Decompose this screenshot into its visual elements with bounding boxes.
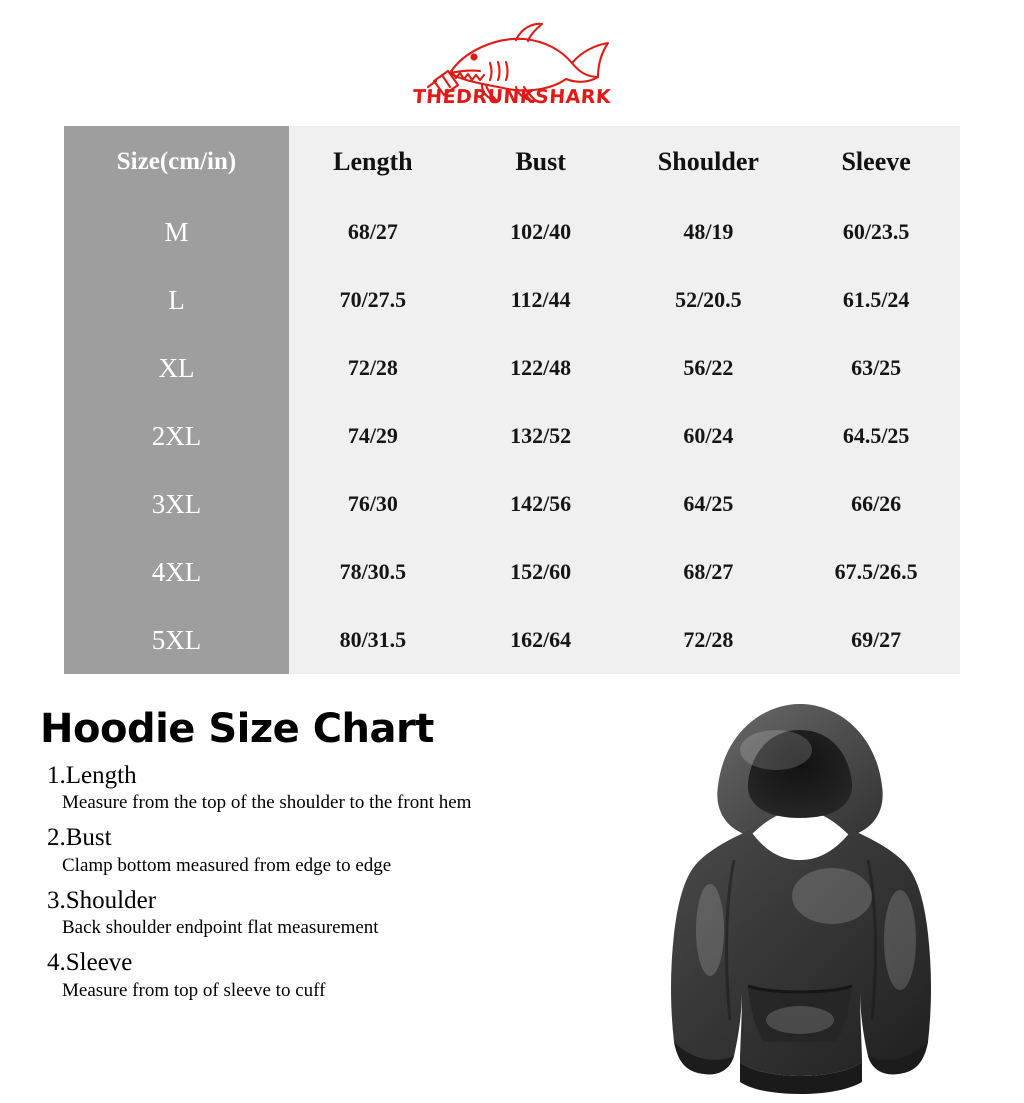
measurement-desc-length: Measure from the top of the shoulder to the front hem (62, 792, 472, 814)
cell-5xl-shoulder: 72/28 (683, 627, 734, 652)
table-row (64, 334, 960, 402)
cell-xl-bust: 122/48 (510, 355, 572, 380)
table-row (64, 198, 960, 266)
brand-logo (0, 8, 1024, 116)
table-row (64, 470, 960, 538)
table-row (64, 266, 960, 334)
cell-xl-shoulder: 56/22 (683, 355, 734, 380)
page-title: Hoodie Size Chart (40, 706, 434, 752)
measurement-title-shoulder: 3.Shoulder (47, 886, 157, 914)
cell-l-length: 70/27.5 (339, 287, 407, 312)
row-label-2xl: 2XL (64, 402, 289, 470)
measurement-title-bust: 2.Bust (47, 824, 112, 852)
cell-l-shoulder: 52/20.5 (675, 287, 742, 312)
measurement-item-bust (40, 822, 580, 876)
row-label-m: M (64, 198, 289, 266)
cell-2xl-shoulder: 60/24 (683, 423, 734, 448)
cell-l-bust: 112/44 (510, 287, 571, 312)
table-row (64, 538, 960, 606)
cell-m-sleeve: 60/23.5 (842, 219, 910, 244)
cell-5xl-sleeve: 69/27 (851, 627, 902, 652)
cell-4xl-length: 78/30.5 (339, 559, 407, 584)
cell-xl-length: 72/28 (347, 355, 398, 380)
row-label-xl: XL (64, 334, 289, 402)
cell-3xl-length: 76/30 (347, 491, 398, 516)
measurement-desc-sleeve: Measure from top of sleeve to cuff (62, 979, 326, 1001)
measurement-desc-shoulder: Back shoulder endpoint flat measurement (62, 917, 379, 939)
cell-3xl-bust: 142/56 (510, 491, 572, 516)
cell-4xl-sleeve: 67.5/26.5 (834, 559, 918, 584)
cell-3xl-sleeve: 66/26 (851, 491, 902, 516)
cell-5xl-length: 80/31.5 (339, 627, 407, 652)
cell-xl-sleeve: 63/25 (851, 355, 902, 380)
cell-5xl-bust: 162/64 (510, 627, 572, 652)
row-label-5xl: 5XL (64, 606, 289, 674)
row-label-4xl: 4XL (64, 538, 289, 606)
table-body (64, 198, 960, 674)
measurement-title-sleeve: 4.Sleeve (47, 949, 133, 977)
cell-l-sleeve: 61.5/24 (842, 287, 910, 312)
measurement-desc-bust: Clamp bottom measured from edge to edge (62, 854, 392, 876)
row-label-3xl: 3XL (64, 470, 289, 538)
column-header-length: Length (333, 147, 413, 176)
measurement-title-length: 1.Length (47, 762, 137, 789)
hoodie-photo (600, 690, 1000, 1100)
measurement-item-length (40, 760, 580, 814)
measurement-guide (40, 706, 580, 1010)
cell-2xl-sleeve: 64.5/25 (842, 423, 910, 448)
hoodie-illustration (600, 690, 1000, 1100)
column-header-size: Size(cm/in) (64, 126, 289, 198)
cell-m-shoulder: 48/19 (683, 219, 734, 244)
table-row (64, 606, 960, 674)
cell-2xl-bust: 132/52 (510, 423, 572, 448)
cell-m-bust: 102/40 (510, 219, 572, 244)
measurement-item-shoulder (40, 885, 580, 939)
cell-4xl-bust: 152/60 (510, 559, 572, 584)
column-header-shoulder: Shoulder (657, 147, 759, 176)
measurement-item-sleeve (40, 947, 580, 1001)
table-row (64, 402, 960, 470)
brand-name: THEDRUNKSHARK (411, 86, 612, 108)
size-chart-table (64, 126, 960, 674)
table-header-row (64, 126, 960, 198)
column-header-bust: Bust (515, 147, 566, 176)
cell-2xl-length: 74/29 (347, 423, 398, 448)
table-header (64, 126, 960, 198)
cell-m-length: 68/27 (347, 219, 398, 244)
cell-4xl-shoulder: 68/27 (683, 559, 734, 584)
row-label-l: L (64, 266, 289, 334)
column-header-sleeve: Sleeve (841, 147, 911, 176)
cell-3xl-shoulder: 64/25 (683, 491, 734, 516)
